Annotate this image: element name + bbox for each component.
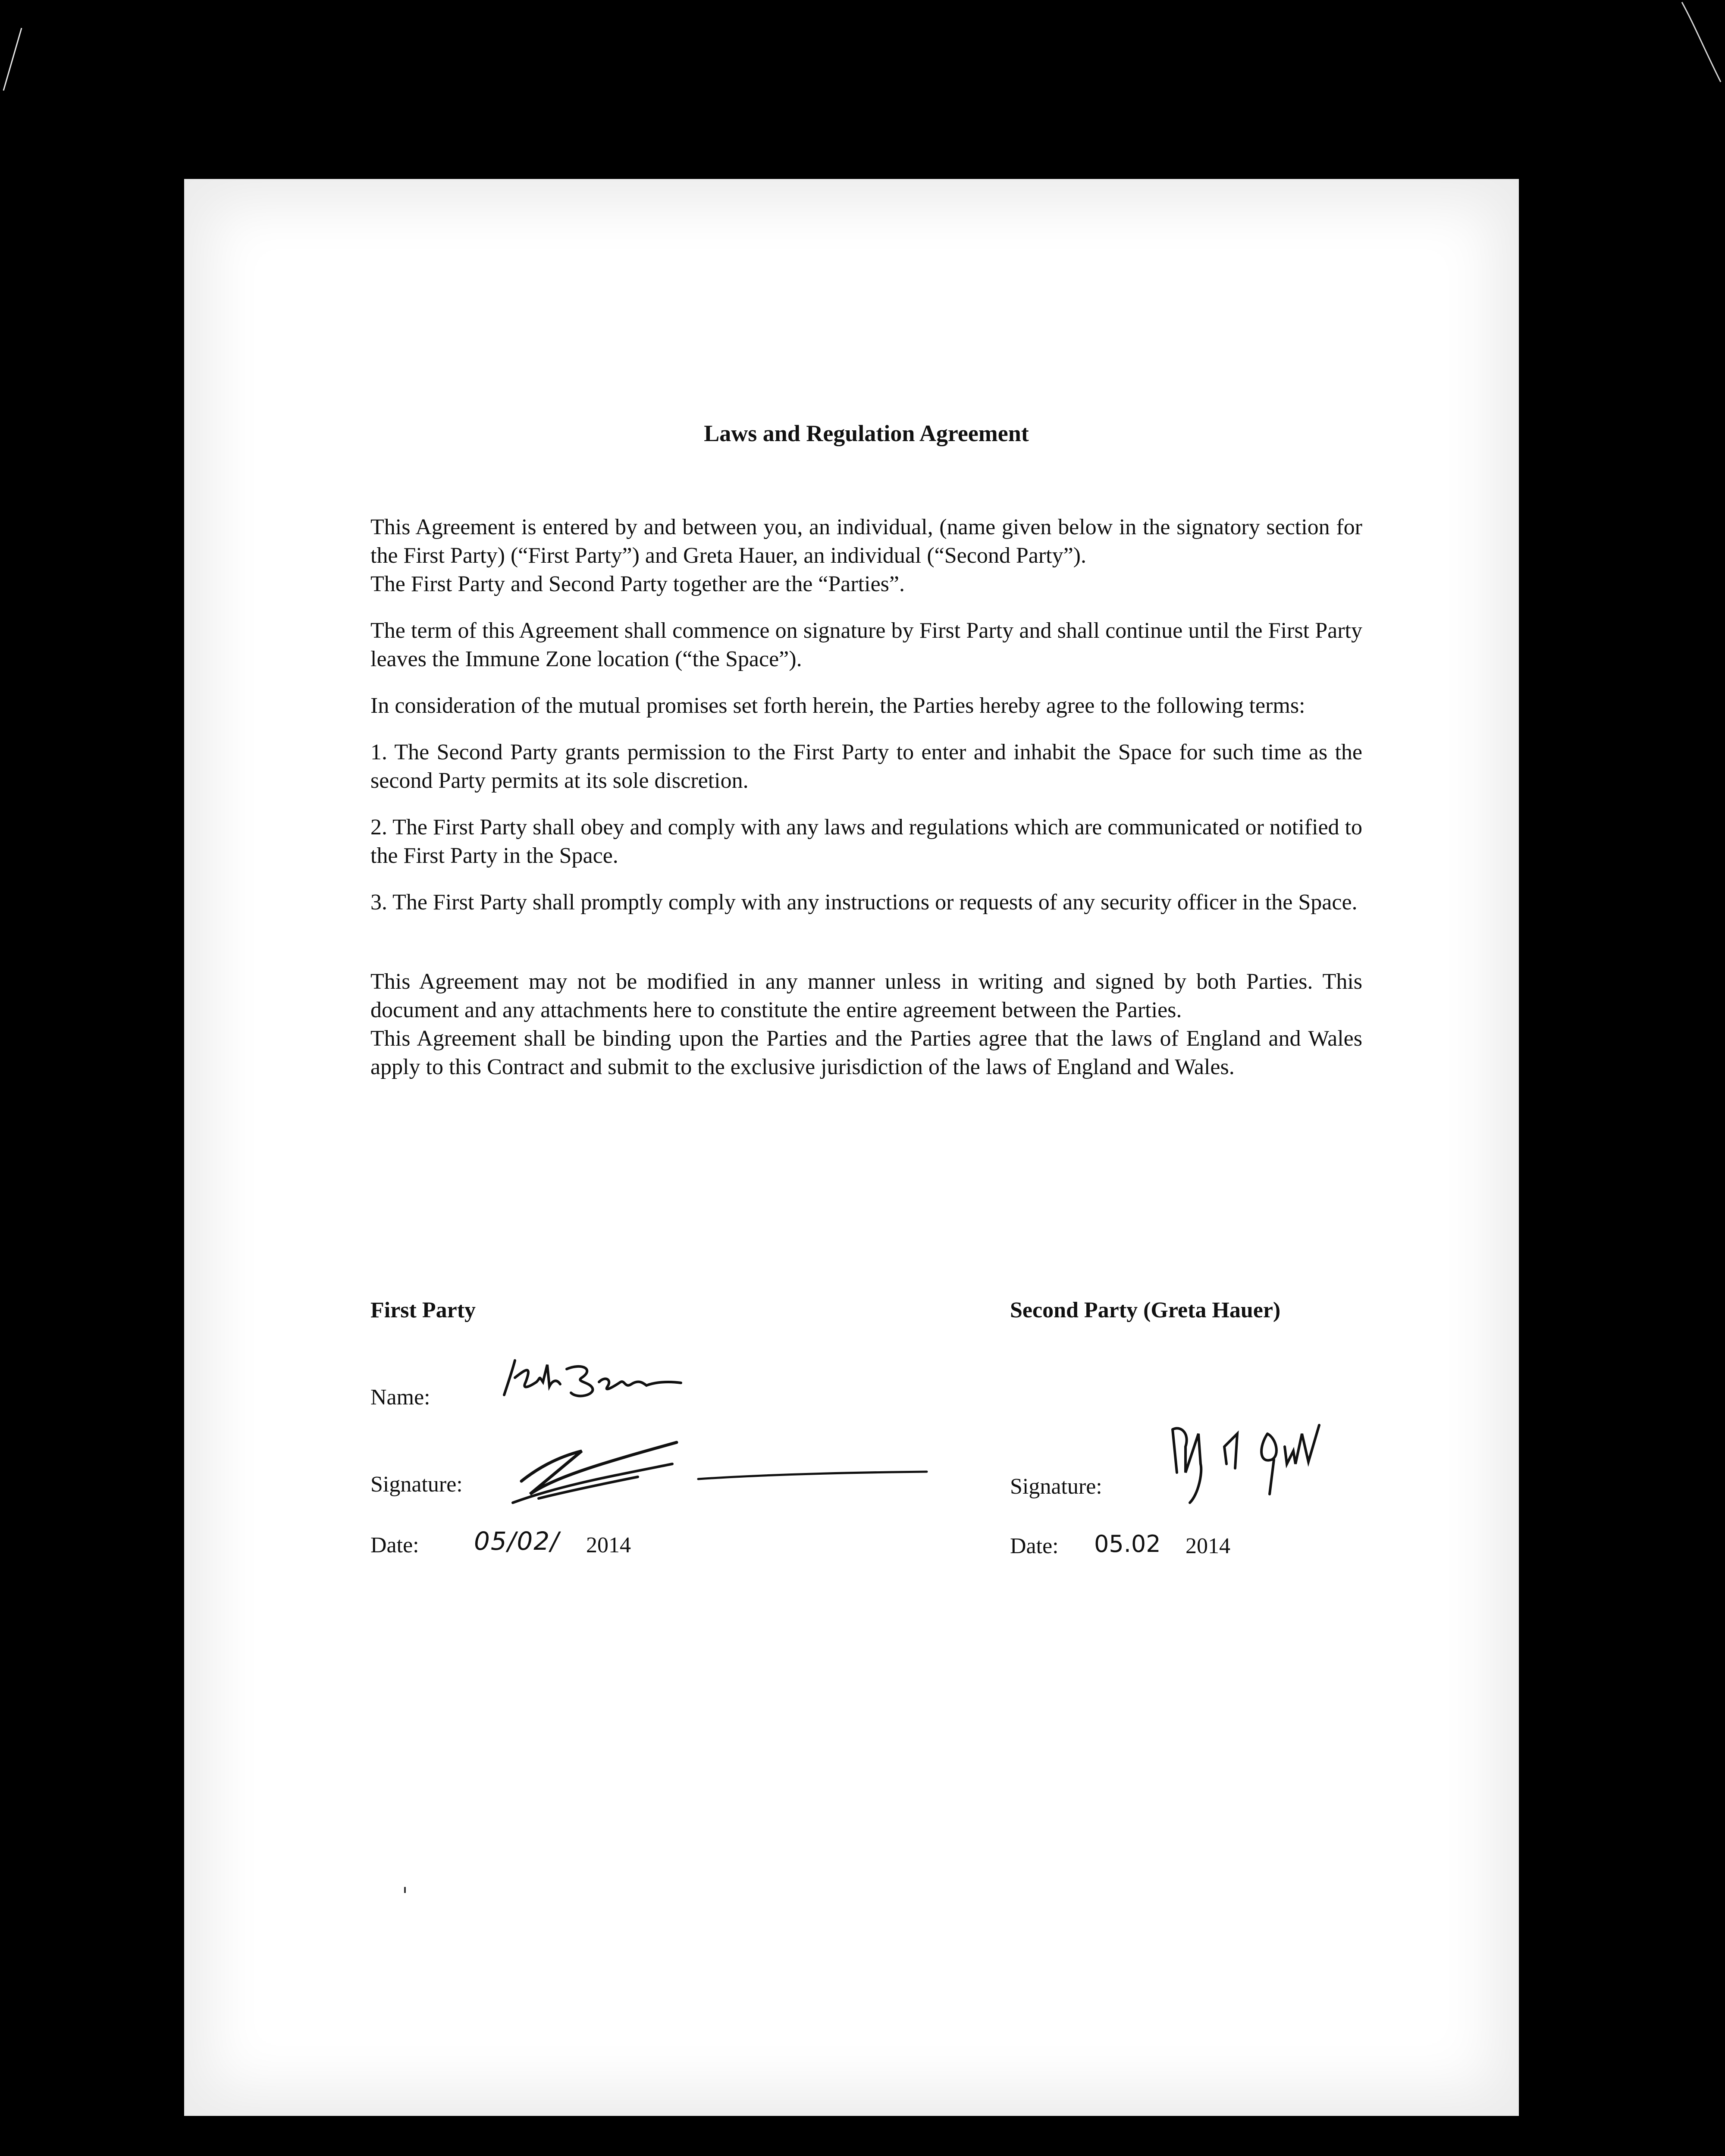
consideration-paragraph: In consideration of the mutual promises set forth herein, the Parties hereby agree to the following terms:: [370, 693, 1305, 718]
second-party-heading: Second Party (Greta Hauer): [1010, 1298, 1281, 1322]
first-party-date-year: 2014: [586, 1533, 631, 1557]
second-party-date-label: Date:: [1010, 1534, 1059, 1558]
second-party-signature-label: Signature:: [1010, 1474, 1102, 1499]
first-party-date-handwritten: 05/02/: [474, 1526, 560, 1556]
first-party-date-label: Date:: [370, 1533, 419, 1557]
clause-1: 1. The Second Party grants permission to the First Party to enter and inhabit the Space for such time as the second Party permits at its sole discretion.: [370, 740, 1362, 793]
scan-edge-mark: [1678, 0, 1725, 86]
first-party-signature: [496, 1429, 944, 1516]
modification-paragraph: [370, 968, 1362, 1081]
second-party-date-handwritten: 05.02: [1094, 1530, 1161, 1557]
second-party-signature: [1160, 1408, 1358, 1511]
paper-sheet: [184, 179, 1519, 2116]
intro-paragraph: [370, 513, 1362, 599]
clause-3: 3. The First Party shall promptly comply with any instructions or requests of any security officer in the Space.: [370, 890, 1358, 915]
paper-speck: [402, 1886, 408, 1895]
intro-text: This Agreement is entered by and between you, an individual, (name given below in the signatory section for the First Party) (“First Party”) and Greta Hauer, an individual (“Second Party”).: [370, 515, 1362, 568]
modification-text: This Agreement may not be modified in any manner unless in writing and signed by both Parties. This document and any attachments here to constitute the entire agreement between the Parties.: [370, 969, 1362, 1022]
parties-definition: The First Party and Second Party together are the “Parties”.: [370, 572, 905, 596]
jurisdiction-text: This Agreement shall be binding upon the Parties and the Parties agree that the laws of England and Wales apply to this Contract and submit to the exclusive jurisdiction of the laws of England and Wales.: [370, 1026, 1362, 1079]
clause-2: 2. The First Party shall obey and comply with any laws and regulations which are communicated or notified to the First Party in the Space.: [370, 815, 1362, 868]
term-paragraph: The term of this Agreement shall commence on signature by First Party and shall continue until the First Party leaves the Immune Zone location (“the Space”).: [370, 618, 1362, 671]
scan-edge-mark: [0, 26, 26, 95]
first-party-name-label: Name:: [370, 1385, 430, 1410]
first-party-signature-label: Signature:: [370, 1472, 463, 1497]
agreement-body: [370, 513, 1362, 1100]
first-party-handwritten-name: [496, 1352, 703, 1412]
first-party-heading: First Party: [370, 1298, 476, 1322]
second-party-date-year: 2014: [1186, 1534, 1230, 1558]
document-title: Laws and Regulation Agreement: [704, 420, 1029, 446]
